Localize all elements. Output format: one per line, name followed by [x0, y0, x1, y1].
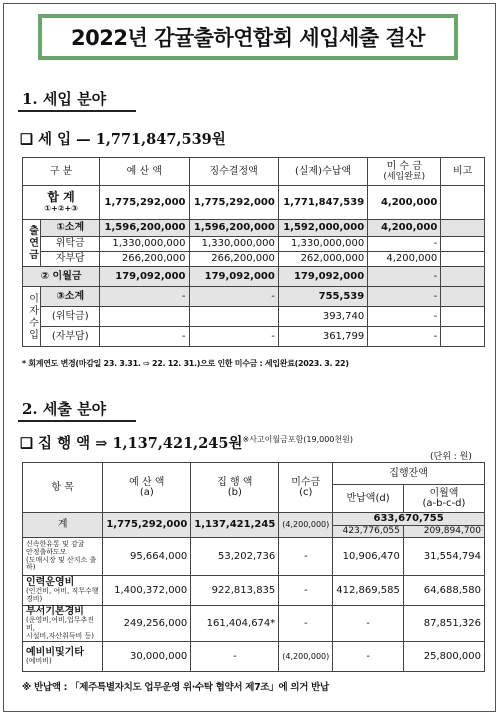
expenditure-row-unpaid: - [279, 576, 333, 606]
revenue-total-label [23, 186, 100, 220]
revenue-contrib-subtotal-decided: 1,596,200,000 [189, 220, 278, 237]
revenue-carry-unpaid: - [368, 267, 441, 287]
expenditure-row-budget: 95,664,000 [103, 538, 191, 576]
revenue-interest-subtotal-received: 755,539 [278, 287, 367, 307]
expenditure-footnote: ※ 반납액 : 「제주특별자치도 업무운영 위‧수탁 협약서 제7조」에 의거 반납 [22, 682, 329, 693]
expenditure-header-row-1 [23, 463, 485, 485]
expenditure-total-unpaid: (4,200,000) [279, 513, 333, 538]
revenue-consign-remark [441, 237, 485, 252]
revenue-interest-consign-remark [441, 307, 485, 327]
expenditure-row [23, 606, 485, 642]
expenditure-header-carry-label: 이월액 [429, 487, 459, 499]
revenue-interest-self-decided: - [189, 327, 278, 347]
revenue-self-budget: 266,200,000 [100, 252, 189, 267]
revenue-header-decided: 징수결정액 [189, 158, 278, 186]
revenue-consign-received: 1,330,000,000 [278, 237, 367, 252]
revenue-total-title: 합 계 [47, 190, 75, 204]
revenue-total-unpaid: 4,200,000 [368, 186, 441, 220]
revenue-interest-self-budget: - [100, 327, 189, 347]
revenue-table [22, 157, 485, 347]
expenditure-row-carry: 87,851,326 [403, 606, 484, 642]
revenue-carry-decided: 179,092,000 [189, 267, 278, 287]
revenue-carry-label: ② 이월금 [23, 267, 100, 287]
revenue-header-received: (실제)수납액 [278, 158, 367, 186]
revenue-interest-consign-row [23, 307, 485, 327]
revenue-total-received: 1,771,847,539 [278, 186, 367, 220]
expenditure-row-returned: - [333, 606, 404, 642]
expenditure-row [23, 576, 485, 606]
expenditure-section-title: 2. 세출 분야 [22, 400, 107, 418]
expenditure-summary-amount: 1,137,421,245원 [112, 435, 243, 452]
expenditure-total-budget: 1,775,292,000 [103, 513, 191, 538]
expenditure-row-budget: 30,000,000 [103, 642, 191, 672]
revenue-contrib-subtotal-remark [441, 220, 485, 237]
expenditure-row-label [23, 606, 103, 642]
revenue-total-budget: 1,775,292,000 [100, 186, 189, 220]
revenue-self-remark [441, 252, 485, 267]
expenditure-row-label [23, 538, 103, 576]
revenue-total-row [23, 186, 485, 220]
expenditure-header-item: 항 목 [23, 463, 103, 513]
expenditure-header-unpaid-label: 미수금 [291, 476, 321, 488]
revenue-header-budget: 예 산 액 [100, 158, 189, 186]
revenue-interest-self-row [23, 327, 485, 347]
expenditure-summary-note: ※사고이월금포함(19,000천원) [242, 435, 353, 445]
revenue-header-unpaid-label: 미 수 금 [386, 160, 422, 172]
expenditure-row-unpaid: - [279, 606, 333, 642]
revenue-header-category: 구 분 [23, 158, 100, 186]
expenditure-header-exec-label: 집 행 액 [217, 476, 253, 488]
expenditure-row-label-note: 시설비,자산취득비 등) [26, 631, 95, 640]
expenditure-row-label-sub: (예비비) [26, 657, 52, 666]
expenditure-header-exec-sub: (b) [227, 486, 242, 498]
revenue-interest-subtotal-decided: - [189, 287, 278, 307]
expenditure-summary [20, 432, 353, 453]
expenditure-row-label-note: (도매시장 및 산지소 출하) [26, 555, 97, 572]
revenue-interest-subtotal-label: ③소계 [41, 287, 100, 307]
revenue-interest-consign-received: 393,740 [278, 307, 367, 327]
expenditure-header-carry [403, 485, 484, 513]
revenue-header-remark: 비고 [441, 158, 485, 186]
revenue-interest-subtotal-remark [441, 287, 485, 307]
expenditure-unit: (단위 : 원) [430, 452, 472, 462]
revenue-contrib-subtotal-budget: 1,596,200,000 [100, 220, 189, 237]
revenue-header-unpaid-sub: (세입완료) [383, 171, 426, 182]
revenue-interest-consign-unpaid: - [368, 307, 441, 327]
expenditure-header-budget-sub: (a) [139, 486, 154, 498]
expenditure-row-label-main: 인력운영비 [26, 577, 75, 589]
expenditure-total-returned: 423,776,055 [333, 526, 404, 538]
expenditure-header-budget-label: 예 산 액 [129, 476, 165, 488]
revenue-interest-self-remark [441, 327, 485, 347]
expenditure-header-exec [191, 463, 279, 513]
revenue-contrib-subtotal-label: ①소계 [41, 220, 100, 237]
expenditure-header-unpaid [279, 463, 333, 513]
revenue-self-row [23, 252, 485, 267]
page-title-box [38, 14, 458, 60]
expenditure-total-label: 계 [23, 513, 103, 538]
expenditure-row-returned: 10,906,470 [333, 538, 404, 576]
expenditure-summary-label: ❑ 집 행 액 ⇒ [20, 435, 108, 452]
revenue-self-label: 자부담 [41, 252, 100, 267]
expenditure-table [22, 462, 485, 672]
revenue-header-row [23, 158, 485, 186]
page-title: 2022년 감귤출하연합회 세입세출 결산 [71, 26, 425, 50]
expenditure-header-carry-sub: (a-b-c-d) [422, 497, 466, 509]
expenditure-total-carry: 209,894,700 [403, 526, 484, 538]
revenue-interest-group: 이자수입 [23, 287, 41, 347]
revenue-note: * 회계연도 변경(마감일 23. 3.31. ⇨ 22. 12. 31.)으로 인한 미수금 : 세입완료(2023. 3. 22) [22, 359, 349, 368]
expenditure-row-returned: - [333, 642, 404, 672]
revenue-self-unpaid: 4,200,000 [368, 252, 441, 267]
revenue-interest-self-unpaid: - [368, 327, 441, 347]
revenue-consign-row [23, 237, 485, 252]
revenue-total-sub: ①+②+③ [44, 204, 78, 213]
expenditure-row-label [23, 642, 103, 672]
revenue-interest-consign-decided [189, 307, 278, 327]
expenditure-row-carry: 25,800,000 [403, 642, 484, 672]
expenditure-total-exec: 1,137,421,245 [191, 513, 279, 538]
revenue-consign-decided: 1,330,000,000 [189, 237, 278, 252]
revenue-summary [20, 128, 226, 149]
expenditure-row-carry: 31,554,794 [403, 538, 484, 576]
expenditure-row-label-main: 신속한유통 및 감귤 [26, 540, 85, 549]
revenue-self-decided: 266,200,000 [189, 252, 278, 267]
revenue-consign-unpaid: - [368, 237, 441, 252]
expenditure-section-underline [18, 420, 136, 422]
revenue-header-unpaid [368, 158, 441, 186]
revenue-interest-subtotal-row [23, 287, 485, 307]
expenditure-total-balance: 633,670,755 [333, 513, 485, 526]
expenditure-total-row-1 [23, 513, 485, 526]
expenditure-row [23, 642, 485, 672]
expenditure-row-label-main: 부서기본경비 [26, 606, 84, 618]
revenue-interest-self-received: 361,799 [278, 327, 367, 347]
revenue-total-remark [441, 186, 485, 220]
expenditure-row-unpaid: - [279, 538, 333, 576]
revenue-consign-label: 위탁금 [41, 237, 100, 252]
revenue-summary-label: ❑ 세 입 — [20, 131, 91, 148]
revenue-contrib-subtotal-unpaid: 4,200,000 [368, 220, 441, 237]
expenditure-row-exec: - [191, 642, 279, 672]
revenue-carry-row [23, 267, 485, 287]
revenue-contrib-subtotal-received: 1,592,000,000 [278, 220, 367, 237]
revenue-interest-consign-label: (위탁금) [41, 307, 100, 327]
expenditure-row-returned: 412,869,585 [333, 576, 404, 606]
revenue-self-received: 262,000,000 [278, 252, 367, 267]
expenditure-row-label [23, 576, 103, 606]
expenditure-row-budget: 249,256,000 [103, 606, 191, 642]
revenue-section-underline [18, 110, 136, 112]
expenditure-row-label-sub: (운영비,여비,업무추진비, [26, 616, 95, 633]
revenue-carry-budget: 179,092,000 [100, 267, 189, 287]
revenue-carry-remark [441, 267, 485, 287]
expenditure-row-budget: 1,400,372,000 [103, 576, 191, 606]
revenue-interest-self-label: (자부담) [41, 327, 100, 347]
expenditure-row-exec: 53,202,736 [191, 538, 279, 576]
expenditure-row-exec: 161,404,674* [191, 606, 279, 642]
expenditure-row-label-sub: (인건비, 여비, 직무수행경비) [26, 587, 99, 603]
revenue-interest-consign-budget [100, 307, 189, 327]
revenue-summary-amount: 1,771,847,539원 [95, 131, 226, 148]
revenue-section-title: 1. 세입 분야 [22, 90, 107, 108]
revenue-carry-received: 179,092,000 [278, 267, 367, 287]
revenue-consign-budget: 1,330,000,000 [100, 237, 189, 252]
expenditure-row-label-main: 예비비및기타 [26, 647, 84, 659]
expenditure-header-budget [103, 463, 191, 513]
expenditure-header-returned: 반납액(d) [333, 485, 404, 513]
revenue-interest-subtotal-budget: - [100, 287, 189, 307]
expenditure-header-balance: 집행잔액 [333, 463, 485, 485]
expenditure-row-exec: 922,813,835 [191, 576, 279, 606]
revenue-contrib-group: 출연금 [23, 220, 41, 267]
expenditure-header-unpaid-sub: (c) [299, 486, 313, 498]
expenditure-row-label-sub: 안정출하도모 [26, 547, 67, 556]
expenditure-row-unpaid: (4,200,000) [279, 642, 333, 672]
expenditure-row-carry: 64,688,580 [403, 576, 484, 606]
revenue-contrib-subtotal-row [23, 220, 485, 237]
revenue-total-decided: 1,775,292,000 [189, 186, 278, 220]
revenue-interest-subtotal-unpaid: - [368, 287, 441, 307]
expenditure-row [23, 538, 485, 576]
